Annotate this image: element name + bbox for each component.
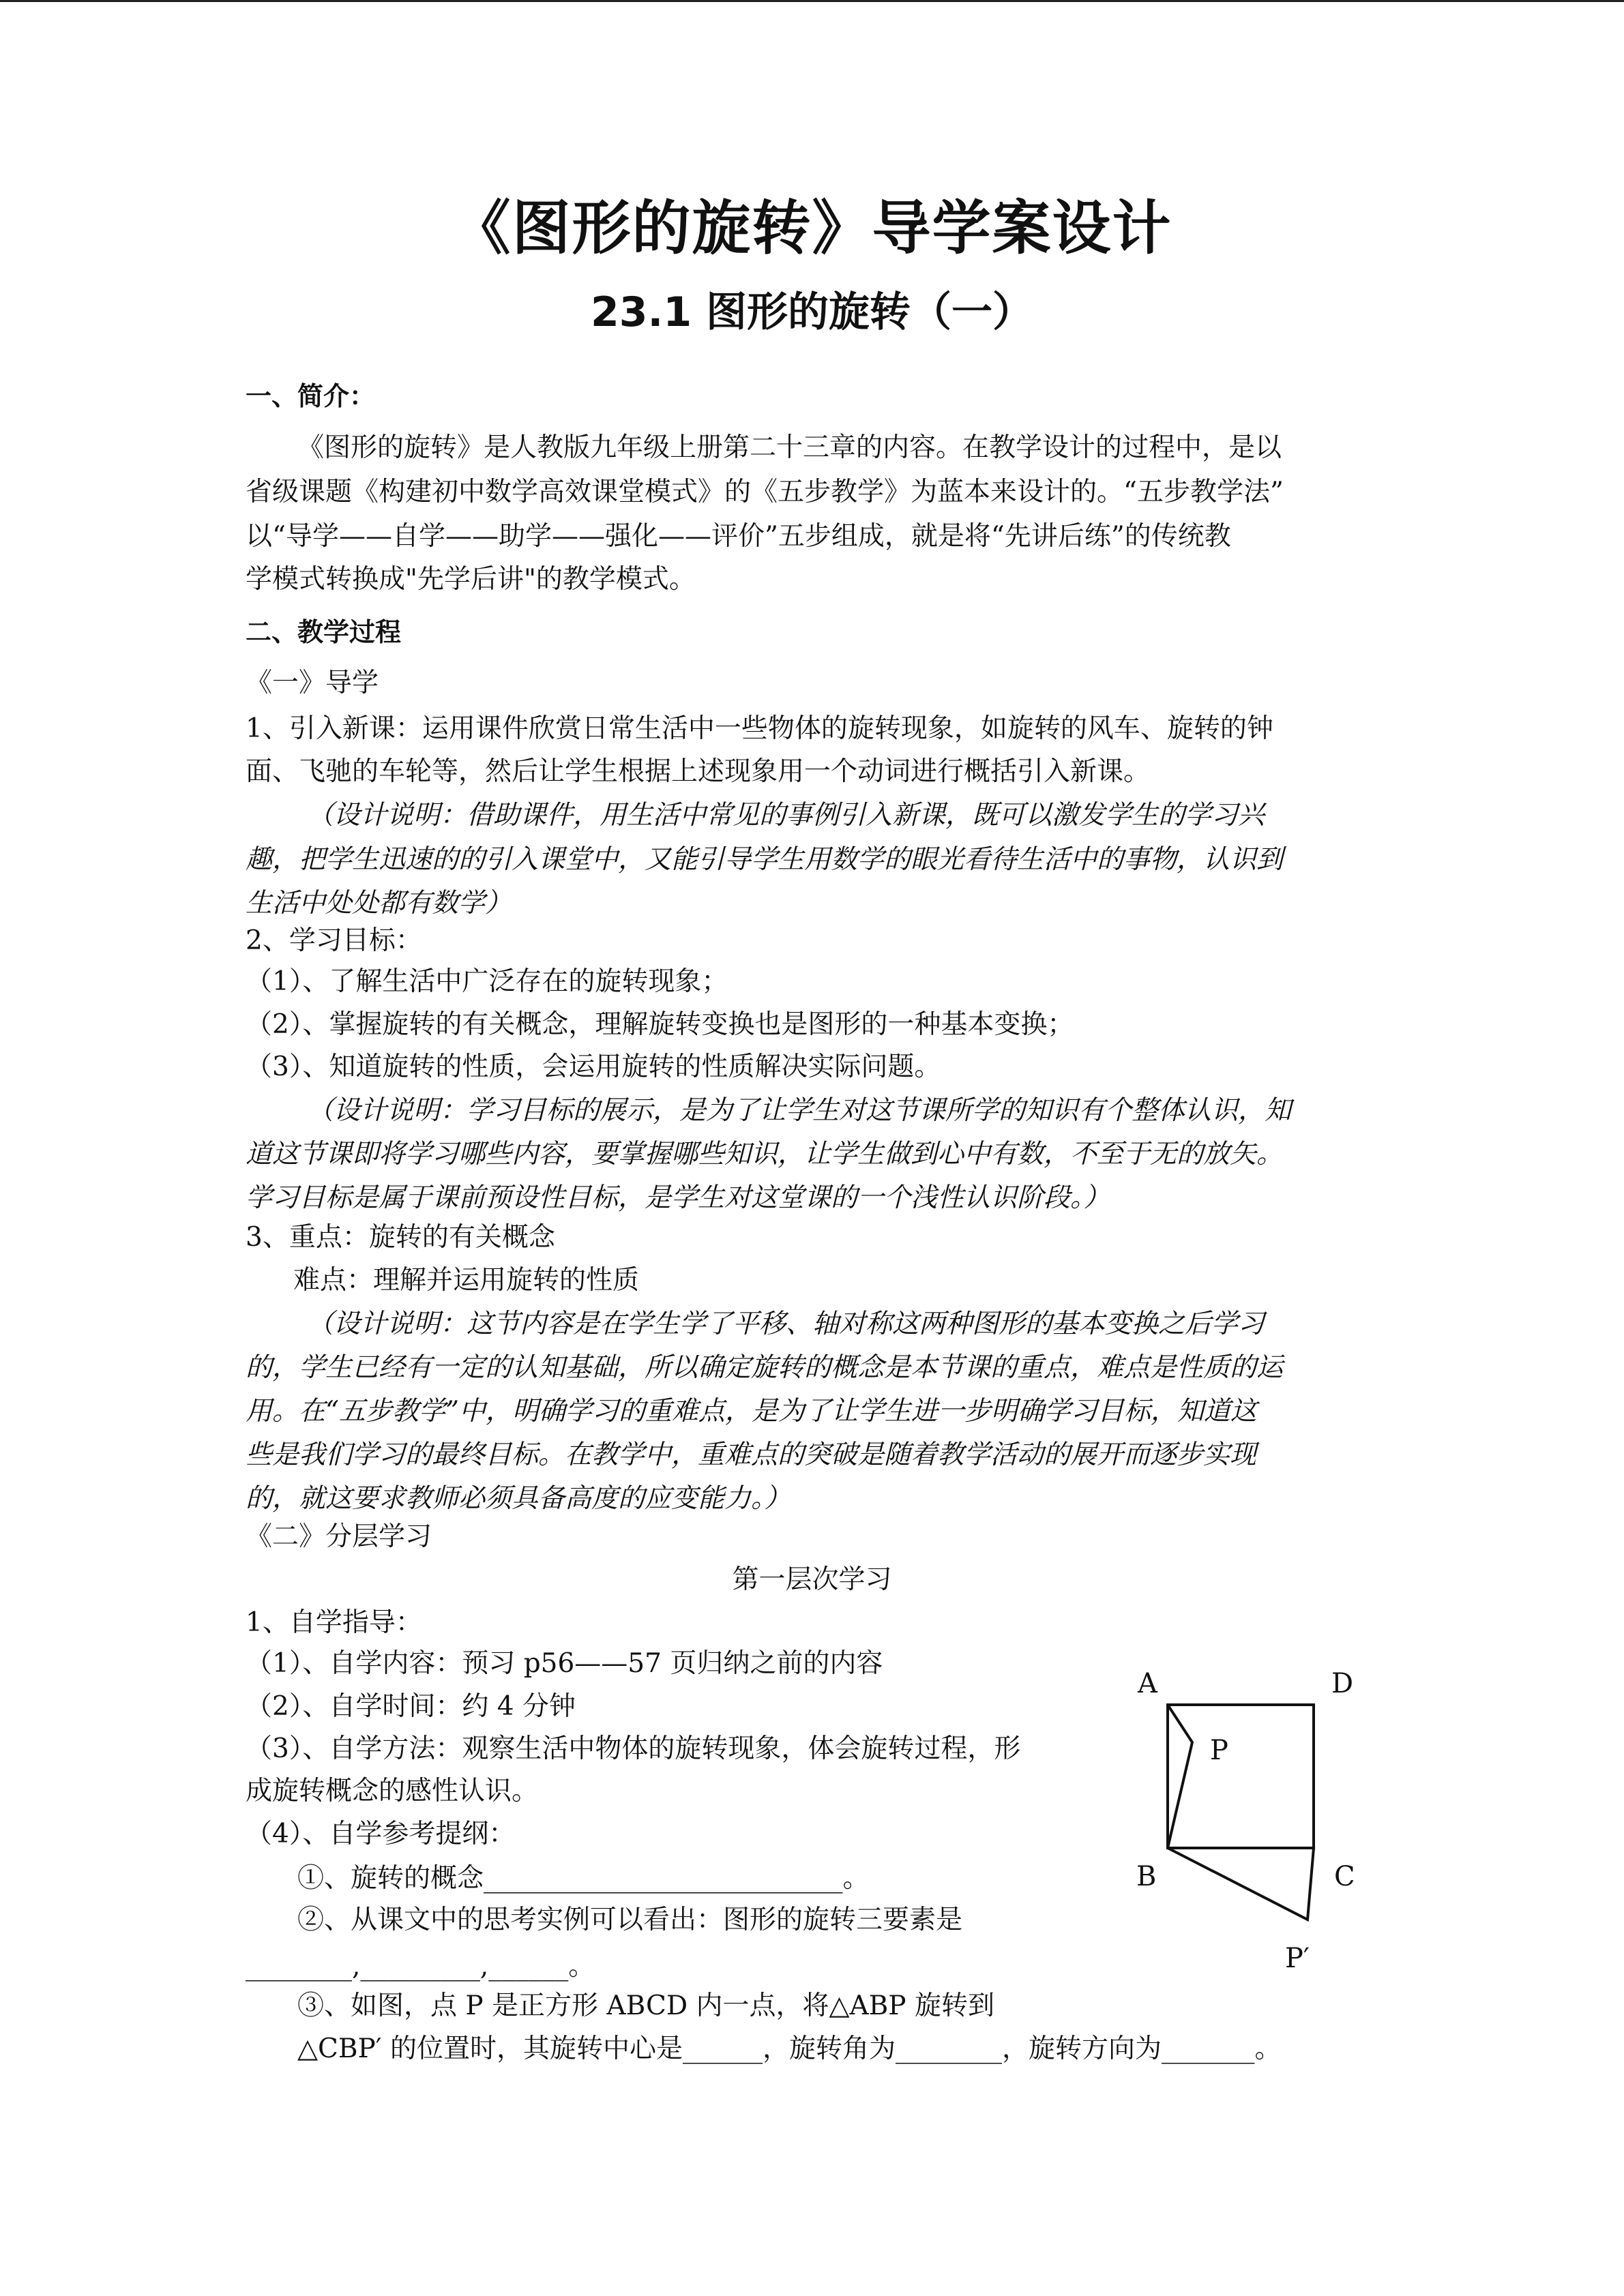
section-heading-intro: 一、简介： [246, 381, 376, 411]
list-item: （4）、自学参考提纲： [246, 1819, 516, 1849]
list-item: （1）、自学内容：预习 p56——57 页归纳之前的内容 [246, 1648, 883, 1679]
vertex-label-d: D [1331, 1668, 1354, 1699]
square-abcd [1168, 1705, 1314, 1848]
outline-item: △CBP′ 的位置时，其旋转中心是______，旋转角为________，旋转方向为_______。 [297, 2033, 1282, 2064]
triangle-abp [1168, 1705, 1192, 1848]
list-item: （1）、了解生活中广泛存在的旋转现象； [246, 966, 728, 997]
subsection-heading: 《一》导学 [246, 668, 379, 698]
design-note-line: 趣，把学生迅速的的引入课堂中，又能引导学生用数学的眼光看待生活中的事物，认识到 [246, 844, 1284, 875]
design-note-line: （设计说明：这节内容是在学生学了平移、轴对称这两种图形的基本变换之后学习 [307, 1309, 1265, 1339]
list-item: （3）、自学方法：观察生活中物体的旋转现象，体会旋转过程，形 [246, 1733, 1021, 1764]
subsection-heading: 《二》分层学习 [246, 1521, 432, 1552]
paragraph-line: 《图形的旋转》是人教版九年级上册第二十三章的内容。在教学设计的过程中，是以 [297, 432, 1282, 463]
design-note-line: 学习目标是属于课前预设性目标，是学生对这堂课的一个浅性认识阶段。） [246, 1182, 1110, 1213]
design-note-line: 的，就这要求教师必须具备高度的应变能力。） [246, 1483, 791, 1514]
difficult-point: 难点：理解并运用旋转的性质 [293, 1265, 640, 1296]
list-heading: 1、自学指导： [246, 1607, 422, 1638]
level-heading: 第一层次学习 [732, 1564, 892, 1595]
paragraph-line: 省级课题《构建初中数学高效课堂模式》的《五步教学》为蓝本来设计的。“五步教学法” [246, 477, 1284, 507]
paragraph-line: 学模式转换成"先学后讲"的教学模式。 [246, 564, 696, 595]
design-note-line: 用。在“五步教学”中，明确学习的重难点，是为了让学生进一步明确学习目标，知道这 [246, 1396, 1257, 1427]
point-label-p-prime: P′ [1285, 1943, 1310, 1974]
design-note-line: 生活中处处都有数学） [246, 888, 512, 919]
outline-item: ③、如图，点 P 是正方形 ABCD 内一点，将△ABP 旋转到 [297, 1991, 994, 2021]
paragraph-line: 1、引入新课：运用课件欣赏日常生活中一些物体的旋转现象，如旋转的风车、旋转的钟 [246, 713, 1273, 744]
outline-item: ②、从课文中的思考实例可以看出：图形的旋转三要素是 [297, 1905, 963, 1935]
design-note-line: （设计说明：借助课件，用生活中常见的事例引入新课，既可以激发学生的学习兴 [307, 800, 1265, 831]
page-subtitle: 23.1 图形的旋转（一） [591, 288, 1033, 336]
point-label-p: P [1210, 1735, 1228, 1766]
triangle-cbp-prime [1168, 1848, 1314, 1920]
vertex-label-c: C [1334, 1861, 1355, 1892]
design-note-line: 的，学生已经有一定的认知基础，所以确定旋转的概念是本节课的重点，难点是性质的运 [246, 1352, 1284, 1383]
vertex-label-a: A [1138, 1668, 1157, 1699]
design-note-line: 道这节课即将学习哪些内容，要掌握哪些知识，让学生做到心中有数，不至于无的放矢。 [246, 1139, 1284, 1169]
list-item: （3）、知道旋转的性质，会运用旋转的性质解决实际问题。 [246, 1052, 941, 1082]
design-note-line: 些是我们学习的最终目标。在教学中，重难点的突破是随着教学活动的展开而逐步实现 [246, 1440, 1257, 1470]
paragraph-line: 以“导学——自学——助学——强化——评价”五步组成，就是将“先讲后练”的传统教 [246, 521, 1231, 552]
design-note-line: （设计说明：学习目标的展示，是为了让学生对这节课所学的知识有个整体认识，知 [307, 1095, 1292, 1126]
outline-item: ①、旋转的概念___________________________。 [297, 1863, 870, 1894]
key-point: 3、重点：旋转的有关概念 [246, 1222, 555, 1253]
outline-item-blanks: ________,_________,______。 [246, 1951, 595, 1982]
list-heading: 2、学习目标： [246, 925, 422, 956]
list-item: （2）、自学时间：约 4 分钟 [246, 1691, 576, 1722]
page-title: 《图形的旋转》导学案设计 [452, 194, 1172, 263]
square-rotation-figure [1119, 1664, 1405, 1991]
page-top-border [0, 0, 1624, 2]
paragraph-line: 面、飞驰的车轮等，然后让学生根据上述现象用一个动词进行概括引入新课。 [246, 756, 1151, 787]
vertex-label-b: B [1136, 1861, 1157, 1892]
section-heading-process: 二、教学过程 [246, 617, 402, 647]
list-item: （2）、掌握旋转的有关概念，理解旋转变换也是图形的一种基本变换； [246, 1009, 1074, 1040]
list-item: 成旋转概念的感性认识。 [246, 1776, 539, 1806]
